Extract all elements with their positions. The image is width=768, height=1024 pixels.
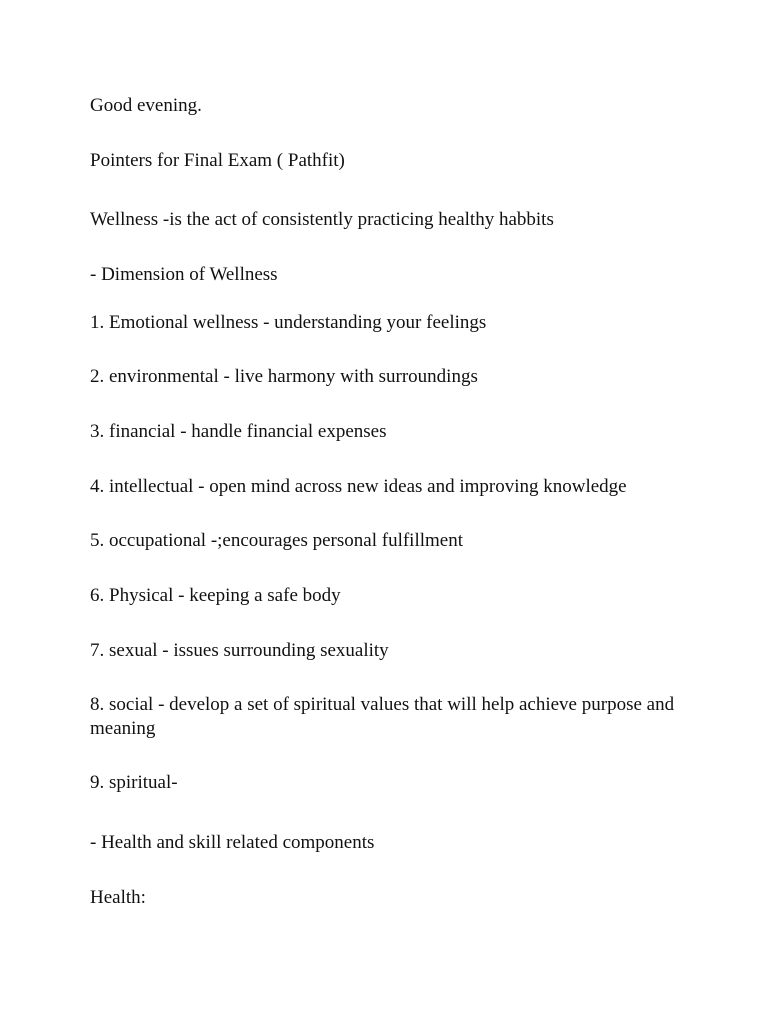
list-item: 5. occupational -;encourages personal fulfillment	[90, 530, 464, 551]
list-item: 1. Emotional wellness - understanding your feelings	[90, 312, 487, 333]
list-item: 2. environmental - live harmony with surroundings	[90, 366, 478, 387]
dimensions-heading: - Dimension of Wellness	[90, 264, 278, 285]
greeting-text: Good evening.	[90, 95, 202, 116]
list-item: 8. social - develop a set of spiritual values that will help achieve purpose and meaning	[90, 694, 675, 739]
list-item: 3. financial - handle financial expenses	[90, 421, 387, 442]
health-label: Health:	[90, 887, 146, 908]
document-title: Pointers for Final Exam ( Pathfit)	[90, 150, 345, 171]
wellness-definition: Wellness -is the act of consistently practicing healthy habbits	[90, 209, 554, 230]
list-item: 7. sexual - issues surrounding sexuality	[90, 640, 389, 661]
list-item: 4. intellectual - open mind across new ideas and improving knowledge	[90, 476, 627, 497]
components-heading: - Health and skill related components	[90, 832, 375, 853]
list-item: 9. spiritual-	[90, 772, 178, 793]
list-item: 6. Physical - keeping a safe body	[90, 585, 341, 606]
